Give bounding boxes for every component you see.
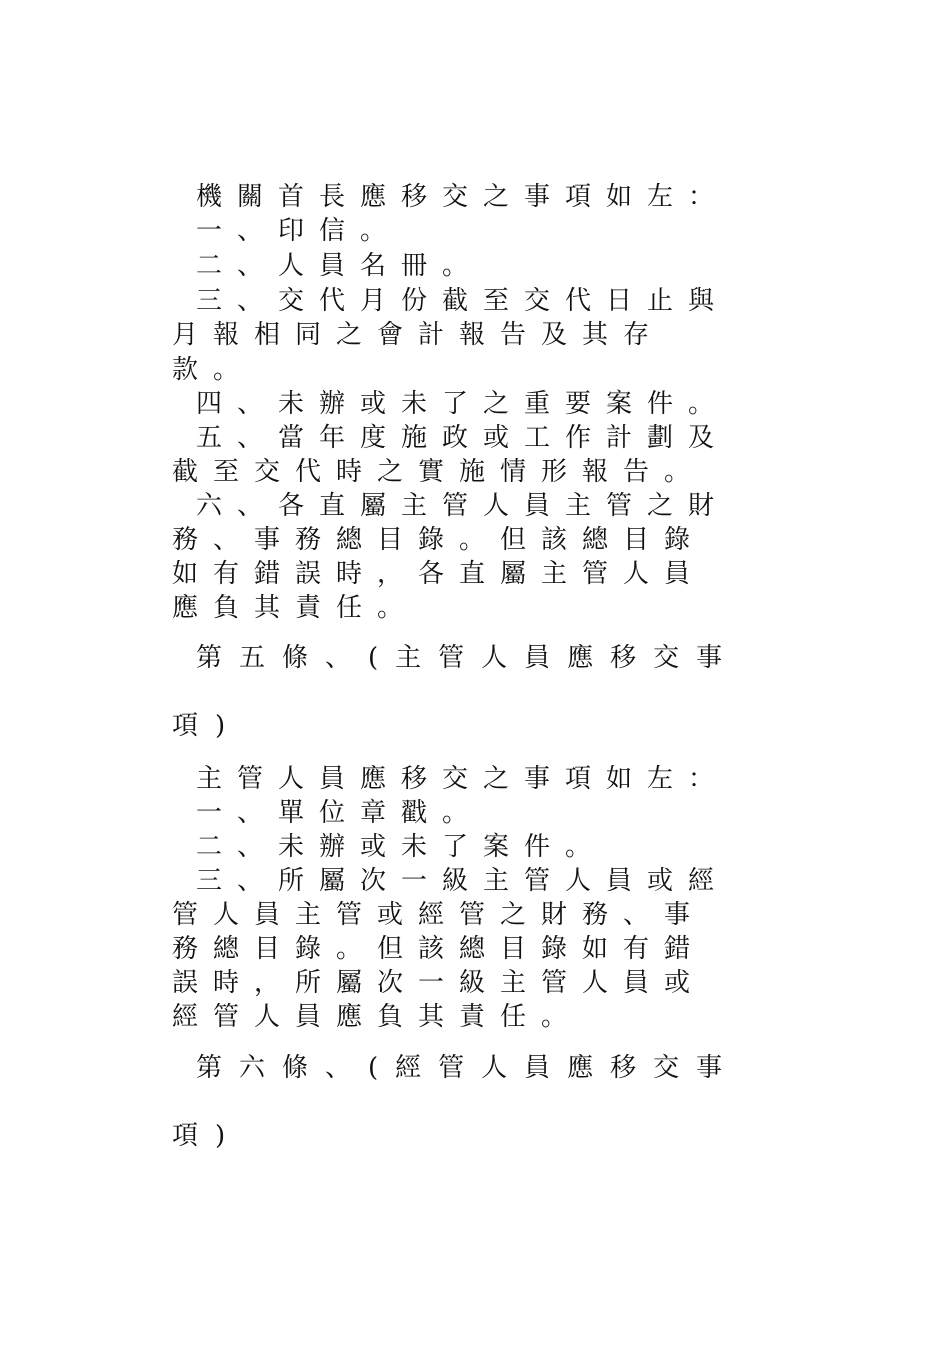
- article6-heading-cont: 項): [172, 1121, 243, 1151]
- block2-item2: 二、未辦或未了案件。: [196, 832, 607, 862]
- block1-item6-line2: 務、事務總目錄。但該總目錄: [172, 525, 706, 555]
- block1-item3-line1: 三、交代月份截至交代日止與: [196, 286, 730, 316]
- article5-heading-cont: 項): [172, 711, 243, 741]
- block1-item3-line3: 款。: [172, 355, 255, 385]
- block1-intro: 機關首長應移交之事項如左：: [196, 182, 730, 212]
- block2-item3-line4: 誤時，所屬次一級主管人員或: [172, 968, 706, 998]
- article6-heading: 第六條、(經管人員應移交事: [196, 1053, 740, 1083]
- block1-item6-line1: 六、各直屬主管人員主管之財: [196, 491, 730, 521]
- block1-item4: 四、未辦或未了之重要案件。: [196, 389, 730, 419]
- block2-item1: 一、單位章戳。: [196, 798, 484, 828]
- block2-item3-line3: 務總目錄。但該總目錄如有錯: [172, 934, 706, 964]
- block1-item1: 一、印信。: [196, 216, 402, 246]
- block1-item6-line3: 如有錯誤時，各直屬主管人員: [172, 559, 706, 589]
- block1-item5-line1: 五、當年度施政或工作計劃及: [196, 423, 730, 453]
- block1-item5-line2: 截至交代時之實施情形報告。: [172, 457, 706, 487]
- block2-item3-line5: 經管人員應負其責任。: [172, 1002, 583, 1032]
- block2-item3-line1: 三、所屬次一級主管人員或經: [196, 866, 730, 896]
- block1-item2: 二、人員名冊。: [196, 251, 484, 281]
- block1-item6-line4: 應負其責任。: [172, 593, 419, 623]
- block1-item3-line2: 月報相同之會計報告及其存: [172, 320, 665, 350]
- block2-intro: 主管人員應移交之事項如左：: [196, 764, 730, 794]
- article5-heading: 第五條、(主管人員應移交事: [196, 643, 740, 673]
- block2-item3-line2: 管人員主管或經管之財務、事: [172, 900, 706, 930]
